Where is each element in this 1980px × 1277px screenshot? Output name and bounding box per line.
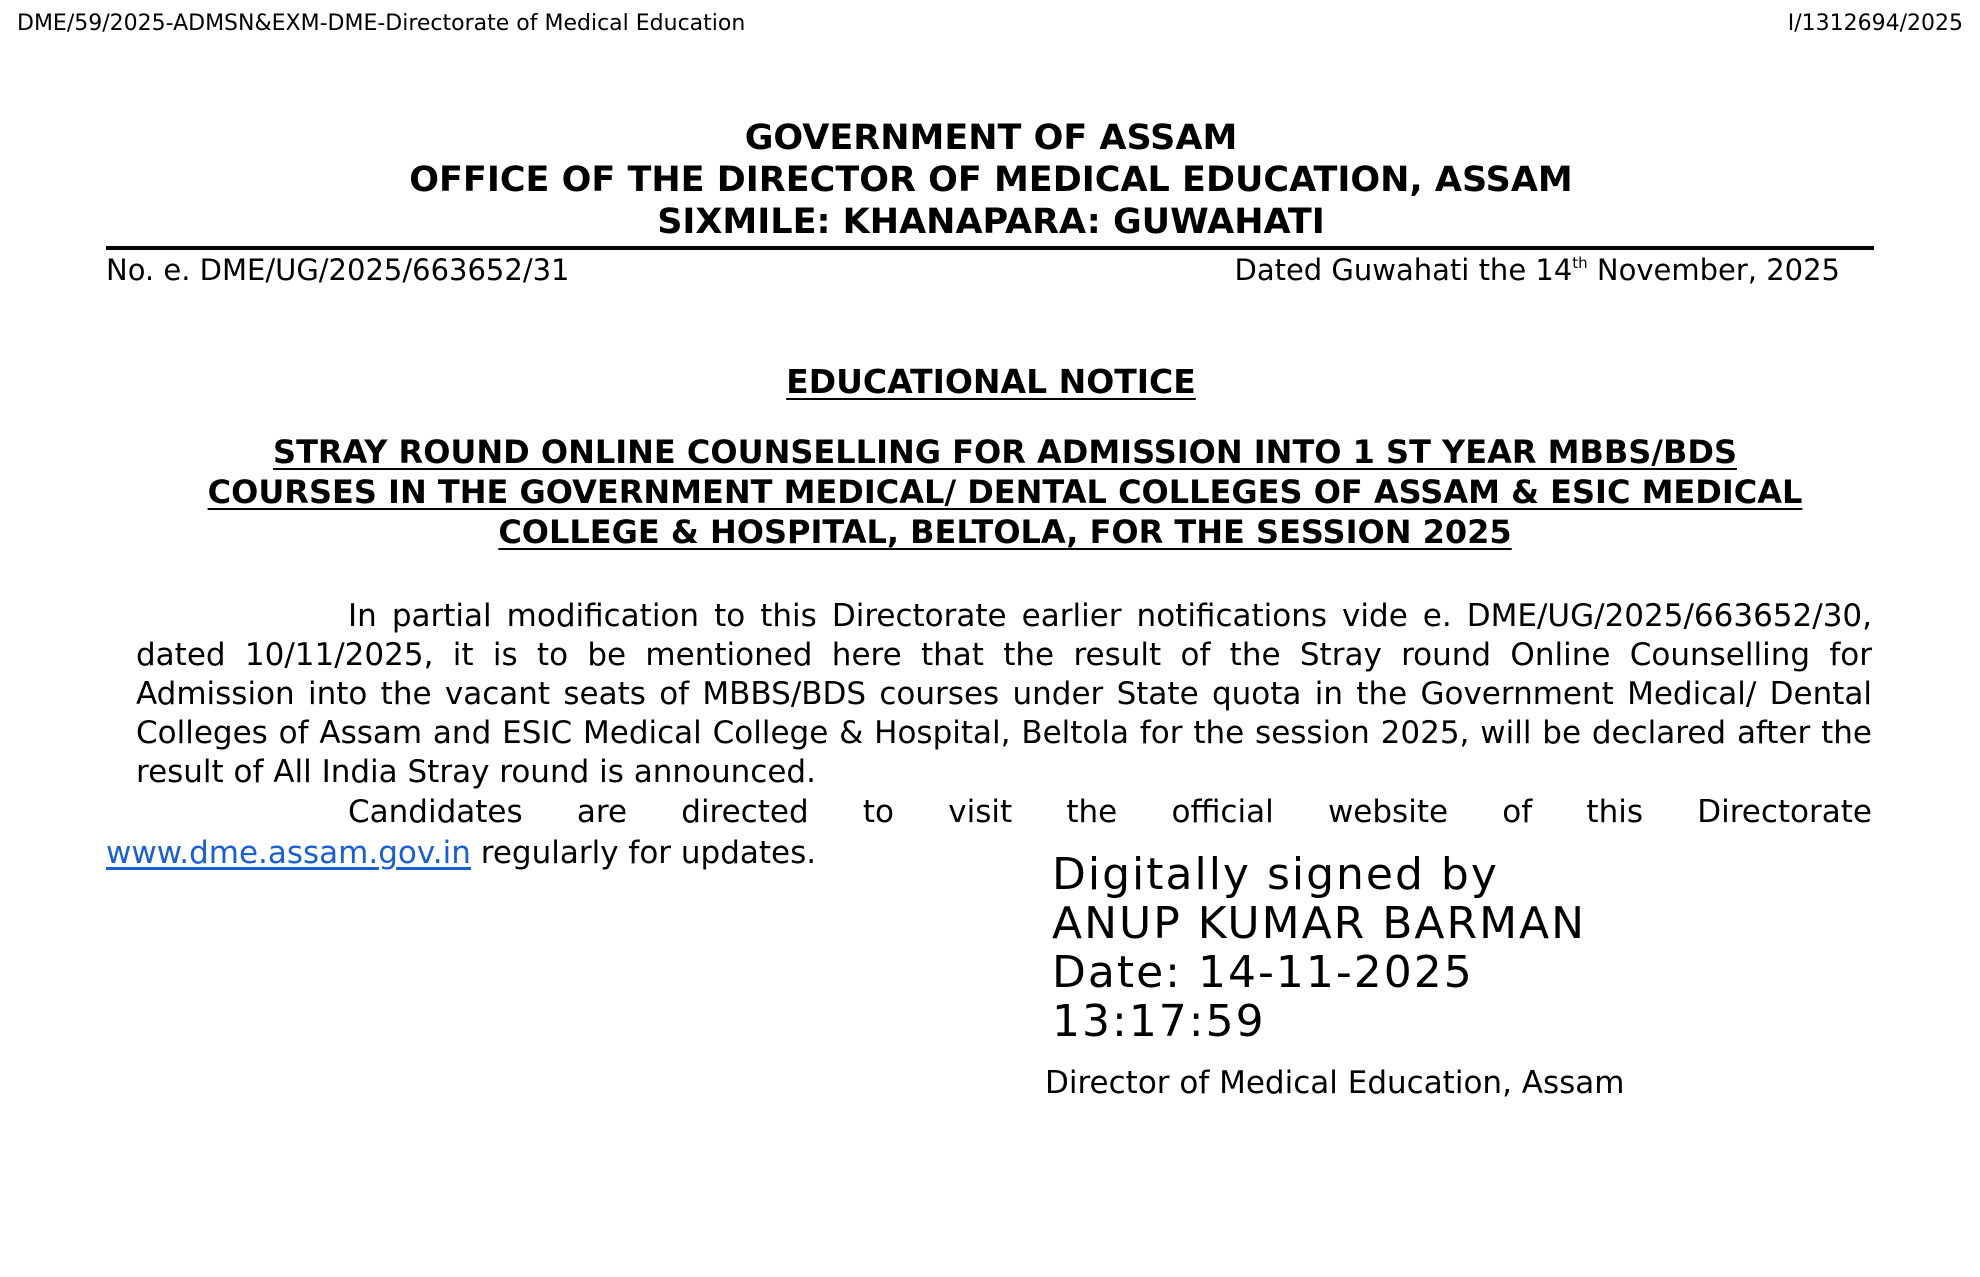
paragraph-2-end: regularly for updates. [470, 835, 817, 871]
date-prefix: Dated Guwahati the 14 [1234, 253, 1573, 287]
signer-name: ANUP KUMAR BARMAN [1052, 898, 1587, 949]
notice-paragraph-2 [106, 792, 1872, 874]
file-number: I/1312694/2025 [1787, 11, 1963, 36]
signature-time: 13:17:59 [1052, 996, 1266, 1047]
notice-subject [140, 432, 1870, 552]
notice-heading [106, 362, 1876, 401]
date-suffix: November, 2025 [1587, 253, 1840, 287]
signature-date: Date: 14-11-2025 [1052, 947, 1474, 998]
date-superscript: th [1572, 254, 1588, 272]
reference-date [1234, 252, 1840, 288]
paragraph-2-tail [106, 835, 816, 871]
letterhead [106, 117, 1876, 243]
digital-signature-block [1052, 850, 1586, 1046]
subject-line: COURSES IN THE GOVERNMENT MEDICAL/ DENTAL COLLEGES OF ASSAM & ESIC MEDICAL [207, 473, 1803, 511]
notice-paragraph-1: In partial modification to this Directorate earlier notifications vide e. DME/UG/2025/663652/30, dated 10/11/2025, it is to be mentioned here that the result of the Stray round Online Counselling for Admission into the vacant seats of MBBS/BDS courses under State quota in the Government Medical/ Dental Colleges of Assam and ESIC Medical College & Hospital, Beltola for the session 2025, will be declared after the result of All India Stray round is announced. [136, 598, 1872, 790]
letterhead-divider [106, 246, 1874, 250]
subject-line: STRAY ROUND ONLINE COUNSELLING FOR ADMISSION INTO 1 ST YEAR MBBS/BDS [273, 433, 1737, 471]
subject-line: COLLEGE & HOSPITAL, BELTOLA, FOR THE SESSION 2025 [498, 513, 1512, 551]
signed-by-label: Digitally signed by [1052, 849, 1499, 900]
letterhead-office: OFFICE OF THE DIRECTOR OF MEDICAL EDUCATION, ASSAM [409, 160, 1573, 200]
letterhead-address: SIXMILE: KHANAPARA: GUWAHATI [657, 202, 1325, 242]
signer-designation: Director of Medical Education, Assam [1045, 1065, 1625, 1101]
reference-number: No. e. DME/UG/2025/663652/31 [106, 253, 570, 287]
paragraph-2-line: Candidates are directed to visit the official website of this Directorate [348, 794, 1872, 830]
notice-heading-text: EDUCATIONAL NOTICE [786, 362, 1196, 401]
website-link[interactable]: www.dme.assam.gov.in [106, 835, 471, 871]
file-reference: DME/59/2025-ADMSN&EXM-DME-Directorate of Medical Education [17, 11, 746, 36]
letterhead-government: GOVERNMENT OF ASSAM [744, 118, 1238, 158]
